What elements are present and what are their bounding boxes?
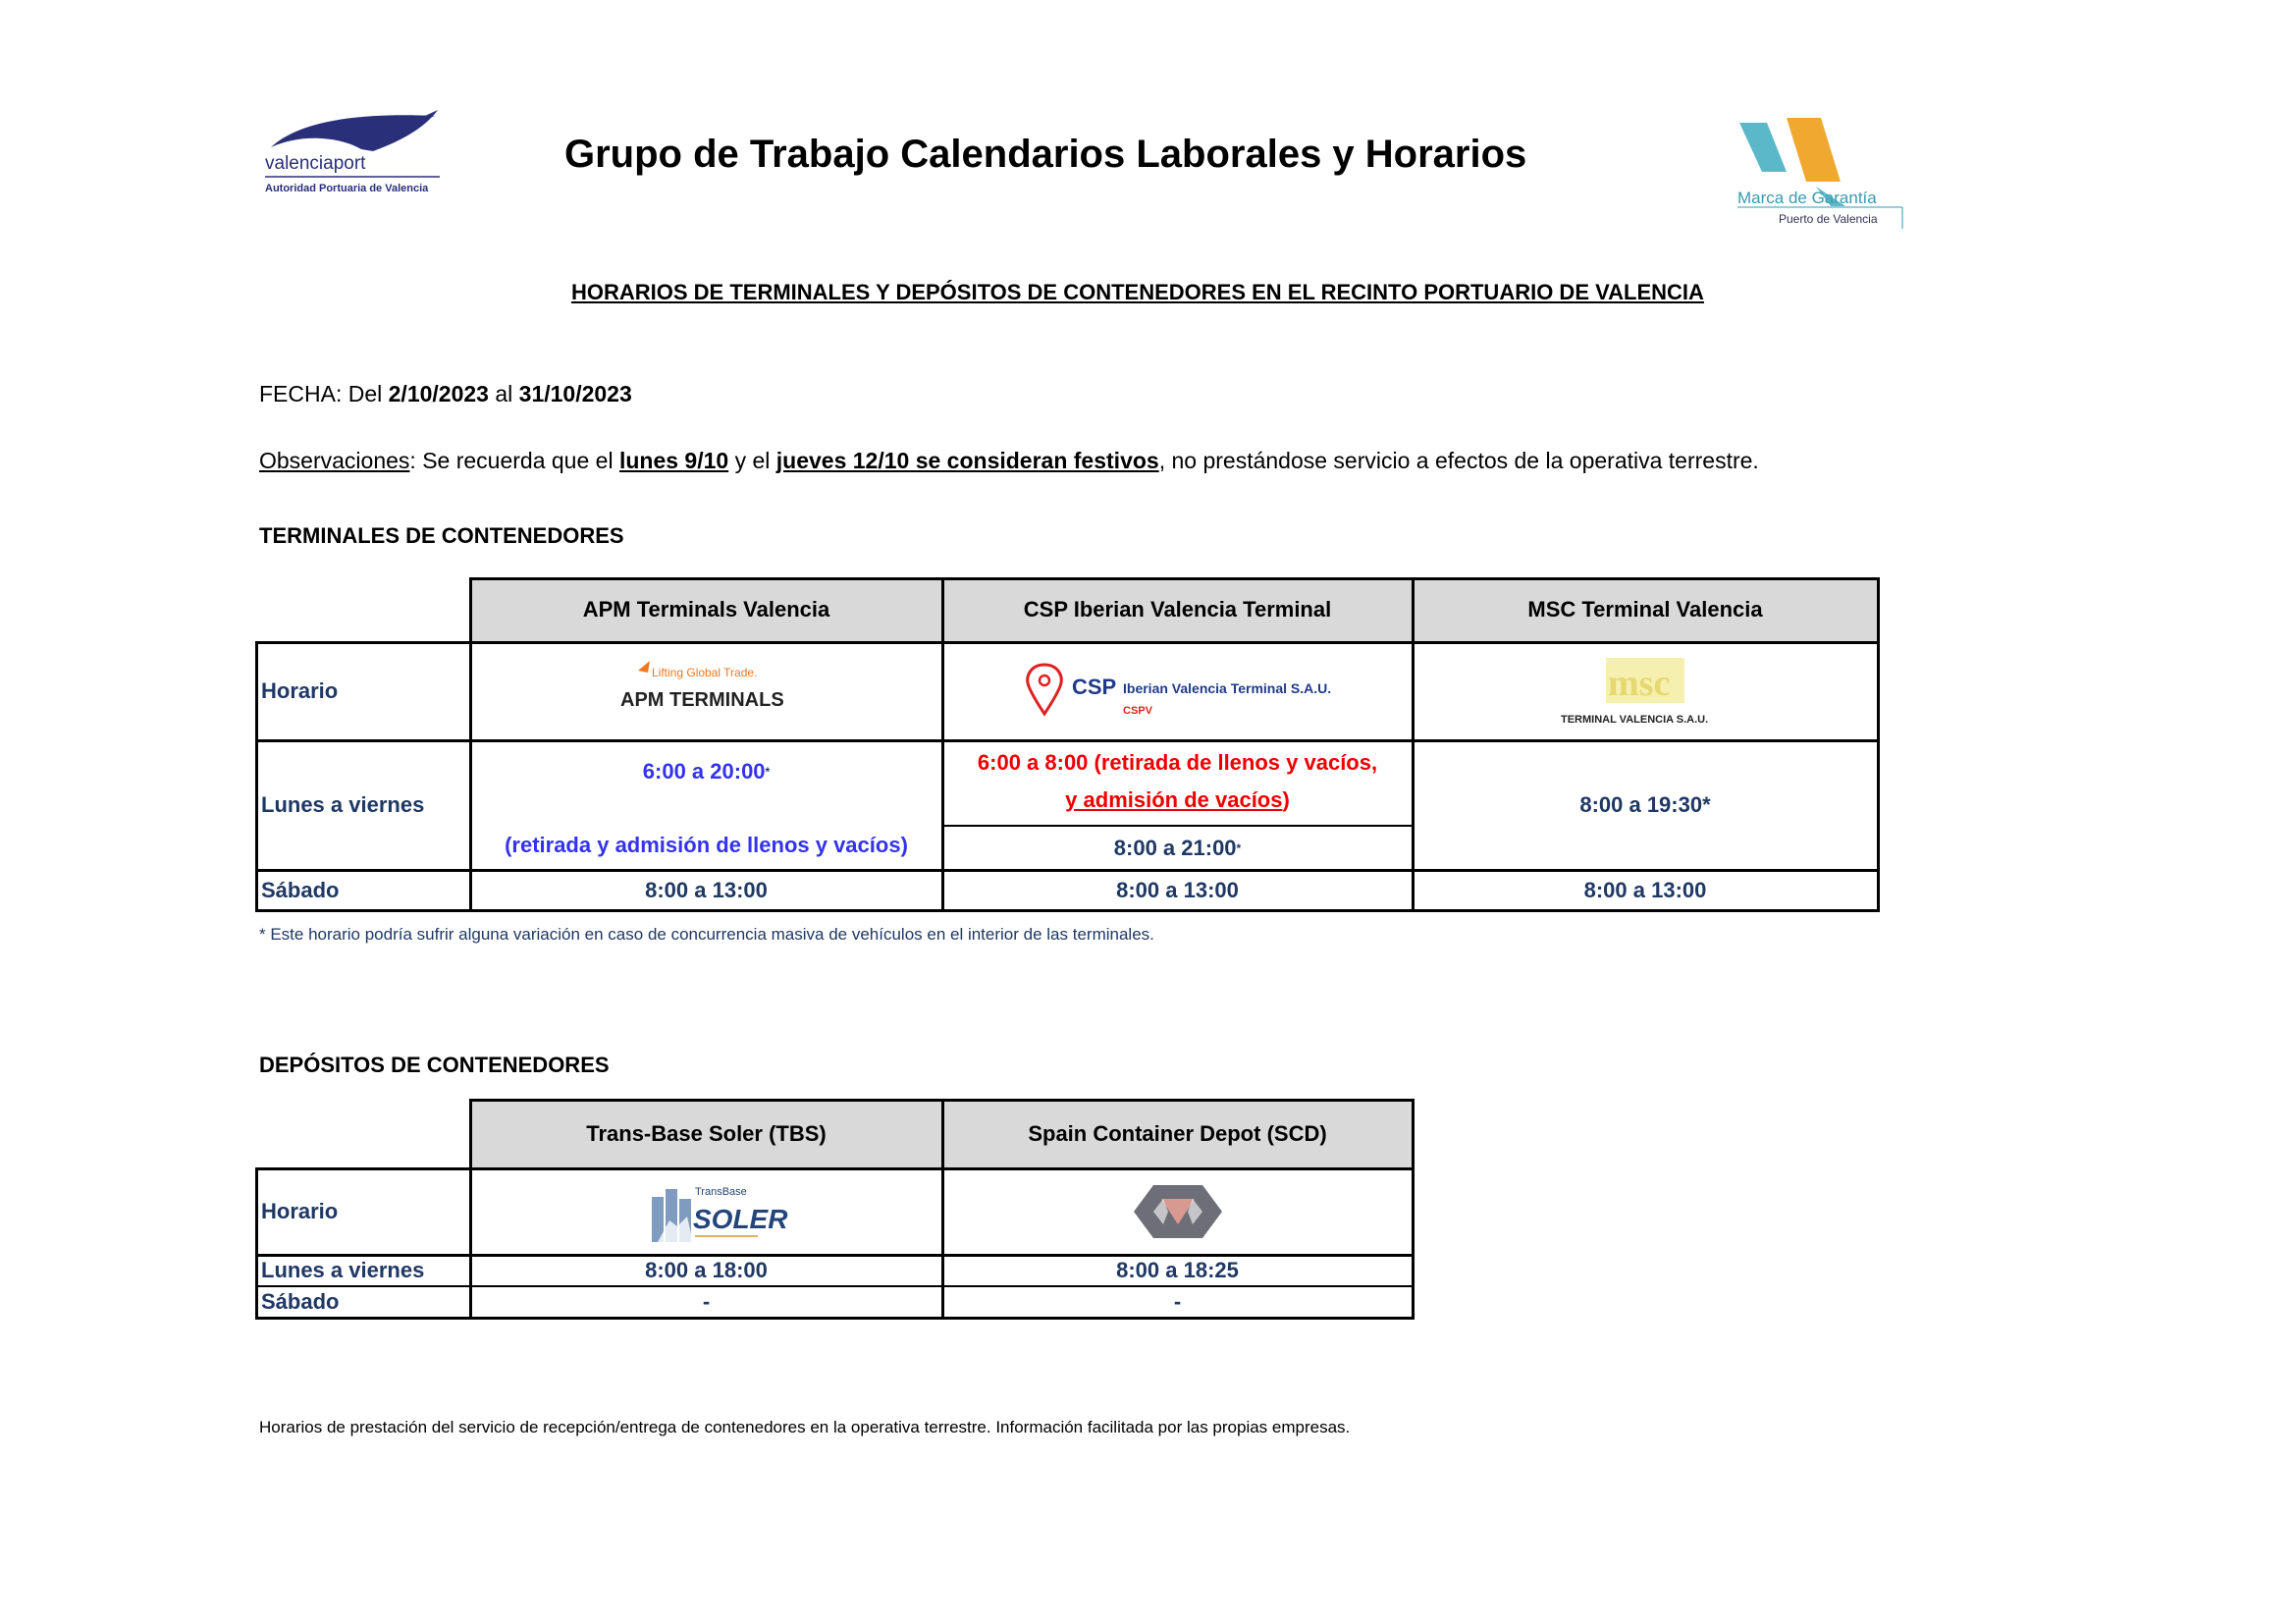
valenciaport-logo [263,108,445,201]
fecha-mid: al [488,381,519,406]
terminales-border [941,577,944,912]
page-title: Grupo de Trabajo Calendarios Laborales y Horarios [564,133,1527,176]
depositos-border-bottom [255,1317,1415,1320]
msc-logo-name: TERMINAL VALENCIA S.A.U. [1561,714,1709,726]
apm-logo [470,642,942,740]
csp-weekdays-line2 [942,784,1413,817]
scd-saturday-time: - [1173,1289,1182,1314]
terminales-border-right [1877,577,1880,912]
observaciones-holiday-1: lunes 9/10 [618,448,729,473]
terminales-border [255,869,1880,872]
csp-weekdays-time2-value: 8:00 a 21:00 [1113,836,1237,860]
scd-weekdays-time: 8:00 a 18:25 [1116,1258,1239,1282]
apm-weekdays-time-value: 6:00 a 20:00 [642,759,766,784]
terminales-border [255,739,1880,742]
observaciones-holiday-2: jueves 12/10 se consideran festivos [775,448,1159,473]
depositos-col-scd: Spain Container Depot (SCD) [942,1100,1413,1168]
csp-weekdays-line2-text: y admisión de vacíos [1065,787,1283,812]
csp-logo-name: Iberian Valencia Terminal S.A.U. [1122,680,1331,696]
depositos-row-horario: Horario [261,1199,339,1223]
terminales-row-saturday: Sábado [261,878,340,902]
depositos-border [255,1285,1415,1287]
msc-logo [1413,642,1878,740]
terminales-row-horario: Horario [261,678,339,703]
terminales-border [942,825,1413,827]
msc-saturday-time: 8:00 a 13:00 [1583,878,1707,902]
apm-logo-tagline: Lifting Global Trade. [651,666,757,679]
terminales-border [1412,577,1415,912]
depositos-border [255,1254,1415,1257]
terminales-row-weekdays: Lunes a viernes [261,792,425,817]
csp-logo-brand: CSP [1071,675,1116,699]
msc-logo-brand: msc [1608,663,1671,704]
depositos-col-tbs: Trans-Base Soler (TBS) [470,1100,942,1168]
page-subtitle: HORARIOS DE TERMINALES Y DEPÓSITOS DE CONTENEDORES EN EL RECINTO PORTUARIO DE VALENCIA [571,280,1704,304]
observaciones-label: Observaciones [259,448,410,473]
depositos-row-weekdays: Lunes a viernes [261,1258,425,1282]
depositos-border-right [1412,1099,1415,1320]
depositos-section-title: DEPÓSITOS DE CONTENEDORES [259,1053,610,1077]
terminales-col-csp: CSP Iberian Valencia Terminal [942,577,1413,642]
apm-saturday-time: 8:00 a 13:00 [645,878,768,902]
tbs-saturday-time: - [702,1289,711,1314]
depositos-border [255,1167,1415,1170]
fecha-to: 31/10/2023 [518,381,632,406]
terminales-border [255,641,1880,644]
apm-weekdays-mark: * [765,765,771,779]
fecha-line [259,381,632,407]
terminales-footnote: * Este horario podría sufrir alguna variación en caso de concurrencia masiva de vehículos en el interior de las terminales. [259,925,1154,944]
depositos-row-saturday: Sábado [261,1289,340,1314]
csp-weekdays-line2-end: ) [1282,787,1290,812]
fecha-prefix: FECHA: Del [259,381,389,406]
csp-weekdays-time2 [942,827,1413,870]
marca-garantia-line2: Puerto de Valencia [1779,212,1878,226]
fecha-from: 2/10/2023 [388,381,489,406]
observaciones-text-3: , no prestándose servicio a efectos de la operativa terrestre. [1158,448,1759,473]
csp-weekdays-line1: 6:00 a 8:00 (retirada de llenos y vacíos, [977,750,1378,775]
apm-weekdays-time [470,752,942,791]
tbs-weekdays-time: 8:00 a 18:00 [645,1258,768,1282]
apm-logo-name: APM TERMINALS [619,689,784,711]
terminales-border-top [470,577,1880,580]
terminales-section-title: TERMINALES DE CONTENEDORES [259,523,624,548]
tbs-logo-name: SOLER [692,1204,787,1234]
terminales-col-msc: MSC Terminal Valencia [1413,577,1878,642]
terminales-border-left [255,641,258,912]
depositos-border [469,1099,472,1320]
csp-weekdays-mark: * [1236,841,1242,855]
depositos-border [941,1099,944,1320]
scd-logo [942,1168,1413,1255]
csp-logo [942,642,1413,740]
observaciones-line [259,448,1759,474]
observaciones-text-1: : Se recuerda que el [409,448,619,473]
tbs-logo-small: TransBase [694,1186,747,1198]
valenciaport-logo-name: valenciaport [265,153,366,174]
observaciones-text-2: y el [728,448,776,473]
apm-weekdays-note: (retirada y admisión de llenos y vacíos) [505,833,908,857]
tbs-logo [470,1168,942,1255]
depositos-border-left [255,1167,258,1320]
csp-logo-code: CSPV [1122,705,1152,717]
footer-note: Horarios de prestación del servicio de recepción/entrega de contenedores en la operativa terrestre. Información facilitada por las propias empresas. [259,1418,1351,1436]
csp-saturday-time: 8:00 a 13:00 [1116,878,1239,902]
valenciaport-logo-tagline: Autoridad Portuaria de Valencia [265,183,429,194]
marca-garantia-logo [1728,113,1914,231]
marca-garantia-line1: Marca de Garantía [1737,189,1877,207]
terminales-col-apm: APM Terminals Valencia [470,577,942,642]
terminales-border-bottom [255,909,1880,912]
terminales-border [469,577,472,912]
msc-weekdays-time: 8:00 a 19:30* [1579,792,1711,817]
